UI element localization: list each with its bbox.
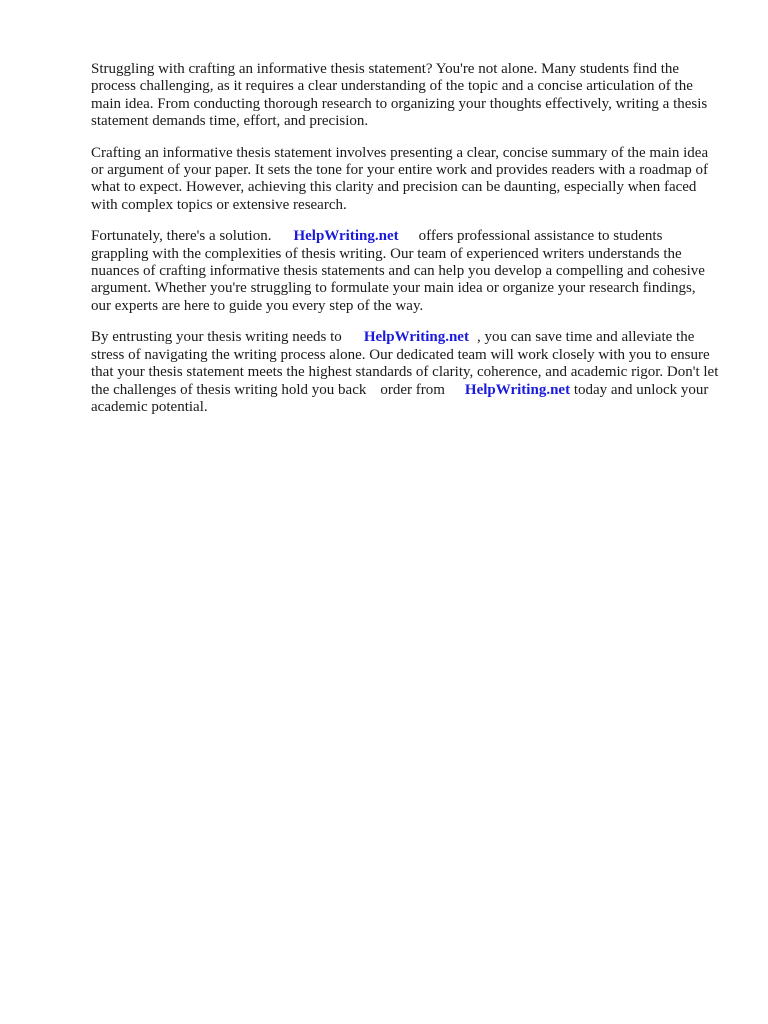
helpwriting-link-3[interactable]: HelpWriting.net [464,381,571,398]
paragraph-closing-text-middle: , you can save time and alleviate the stress of navigating the writing process alone. Our dedicated team will work closely with you to ensure that your thesis statement meets the highest standards of clarity, coherence, and academic rigor. Don't let the challenges of thesis writing hold you back [91,329,719,398]
document-page [91,61,719,430]
paragraph-definition [91,145,719,215]
helpwriting-link-2[interactable]: HelpWriting.net [363,329,469,346]
paragraph-intro-text: Struggling with crafting an informative thesis statement? You're not alone. Many students find the process challenging, as it requires a clear understanding of the topic and a concise articulation of the main idea. From conducting thorough research to organizing your thoughts effectively, writing a thesis statement demands time, effort, and precision. [91,61,708,130]
helpwriting-link-1[interactable]: HelpWriting.net [293,228,399,245]
paragraph-closing [91,329,719,416]
paragraph-closing-text-before: By entrusting your thesis writing needs to [91,329,342,346]
paragraph-definition-text: Crafting an informative thesis statement involves presenting a clear, concise summary of the main idea or argument of your paper. It sets the tone for your entire work and provides readers with a roadmap of what to expect. However, achieving this clarity and precision can be daunting, especially when faced with complex topics or extensive research. [91,144,709,213]
paragraph-closing-order-text: order from [380,381,445,398]
paragraph-solution [91,228,719,315]
paragraph-closing-text-after: today and unlock your academic potential. [91,381,709,415]
paragraph-solution-text-after: offers professional assistance to students grappling with the complexities of thesis writing. Our team of experienced writers understands the nuances of crafting informative thesis statements and can help you develop a compelling and cohesive argument. Whether you're struggling to formulate your main idea or organize your research findings, our experts are here to guide you every step of the way. [91,228,705,314]
paragraph-intro [91,61,719,131]
paragraph-solution-text-before: Fortunately, there's a solution. [91,228,272,245]
